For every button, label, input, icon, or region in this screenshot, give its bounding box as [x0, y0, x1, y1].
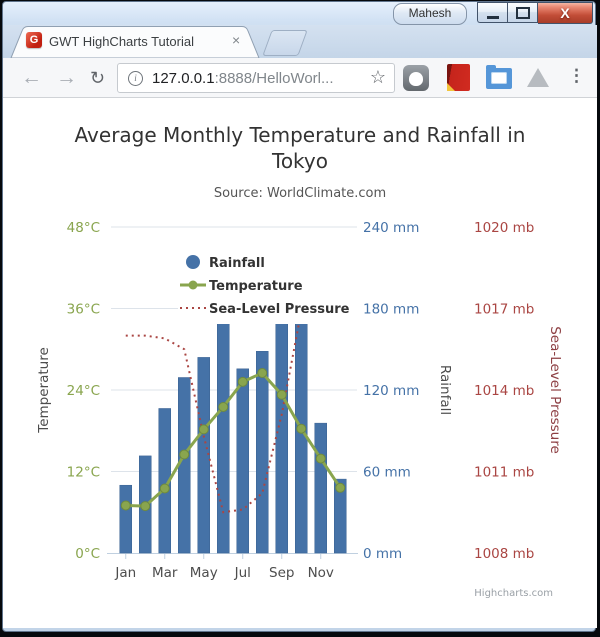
extension-red-book-icon[interactable] [447, 64, 470, 91]
temperature-axis-labels [67, 220, 100, 562]
x-axis-labels [114, 565, 334, 581]
x-axis-label: Sep [269, 565, 295, 581]
temperature-point-Apr[interactable] [180, 450, 189, 459]
bar-Jul[interactable] [237, 369, 249, 553]
axis-tick-label: 0°C [75, 546, 100, 562]
x-axis-label: Nov [307, 565, 334, 581]
x-axis-label: May [189, 565, 218, 581]
temperature-axis-title: Temperature [36, 347, 52, 433]
bookmark-star-icon[interactable]: ☆ [369, 67, 386, 87]
temperature-point-Sep[interactable] [277, 390, 286, 399]
address-input[interactable] [117, 63, 395, 93]
axis-tick-label: 48°C [66, 220, 100, 236]
x-axis [107, 553, 358, 559]
close-window-button[interactable] [538, 2, 593, 24]
legend [178, 246, 366, 324]
profile-user-button[interactable]: Mahesh [393, 3, 467, 25]
axis-tick-label: 0 mm [363, 546, 403, 562]
back-button[interactable]: ← [21, 66, 42, 89]
axis-tick-label: 1020 mb [474, 220, 535, 236]
minimize-icon [487, 16, 499, 19]
bar-Jan[interactable] [120, 485, 132, 553]
axis-tick-label: 60 mm [363, 464, 411, 481]
url-path: :8888/HelloWorl... [214, 69, 334, 87]
axis-tick-label: 120 mm [363, 383, 420, 399]
rainfall-axis-labels [363, 220, 419, 562]
extension-grey-badge-icon[interactable] [403, 65, 429, 91]
temperature-series-line[interactable] [126, 373, 341, 506]
maximize-icon [516, 7, 530, 19]
minimize-button[interactable] [477, 2, 507, 23]
maximize-button[interactable] [507, 2, 538, 23]
page-info-icon[interactable]: i [128, 71, 143, 86]
tab-close-button[interactable]: × [232, 32, 241, 48]
bar-Nov[interactable] [315, 423, 327, 553]
temperature-point-Jan[interactable] [121, 501, 130, 510]
url-host: 127.0.0.1 [152, 69, 215, 87]
extension-drive-triangle-icon[interactable] [527, 68, 549, 87]
x-axis-label: Jul [234, 565, 251, 581]
axis-tick-label: 36°C [66, 301, 100, 318]
axis-tick-label: 12°C [66, 464, 100, 481]
window-controls [477, 2, 593, 24]
chart-title: Tokyo [272, 149, 328, 173]
axis-tick-label: 1011 mb [474, 464, 535, 481]
extension-image-folder-icon[interactable] [486, 68, 512, 89]
axis-tick-label: 1014 mb [474, 383, 535, 399]
axis-tick-label: 240 mm [363, 220, 420, 236]
highcharts-chart [0, 97, 600, 637]
pressure-axis-labels [474, 220, 534, 562]
temperature-point-May[interactable] [199, 425, 208, 434]
temperature-point-Feb[interactable] [141, 502, 150, 511]
temperature-point-Dec[interactable] [336, 483, 345, 492]
rainfall-axis-title: Rainfall [437, 364, 453, 416]
legend-label: Rainfall [209, 256, 265, 271]
axis-tick-label: 24°C [66, 383, 100, 399]
highcharts-credit[interactable]: Highcharts.com [474, 588, 553, 599]
temperature-point-Jul[interactable] [238, 377, 247, 386]
bar-May[interactable] [198, 357, 210, 553]
temperature-point-Mar[interactable] [160, 484, 169, 493]
tab-title: GWT HighCharts Tutorial [49, 34, 194, 49]
bar-Aug[interactable] [256, 351, 268, 553]
url-text [152, 70, 334, 87]
close-window-icon: X [560, 5, 570, 21]
chart-subtitle: Source: WorldClimate.com [213, 186, 387, 201]
axis-tick-label: 180 mm [363, 301, 420, 318]
refresh-button[interactable]: ↻ [90, 68, 106, 88]
temperature-point-Oct[interactable] [297, 424, 306, 433]
legend-label: Sea-Level Pressure [209, 302, 350, 317]
browser-menu-button[interactable]: ⋮ [568, 66, 585, 85]
forward-button[interactable]: → [56, 66, 77, 89]
axis-tick-label: 1008 mb [474, 546, 535, 562]
temperature-point-Aug[interactable] [258, 369, 267, 378]
axis-tick-label: 1017 mb [474, 301, 535, 318]
temperature-point-Nov[interactable] [316, 454, 325, 463]
bar-Apr[interactable] [178, 378, 190, 553]
pressure-axis-title: Sea-Level Pressure [547, 326, 563, 454]
bar-Jun[interactable] [217, 314, 229, 553]
x-axis-label: Jan [115, 565, 137, 581]
x-axis-label: Mar [152, 565, 178, 581]
legend-label: Temperature [209, 279, 303, 294]
temperature-point-Jun[interactable] [219, 402, 228, 411]
chart-title: Average Monthly Temperature and Rainfall in [74, 123, 526, 147]
gwt-favicon-icon: G [26, 32, 42, 48]
